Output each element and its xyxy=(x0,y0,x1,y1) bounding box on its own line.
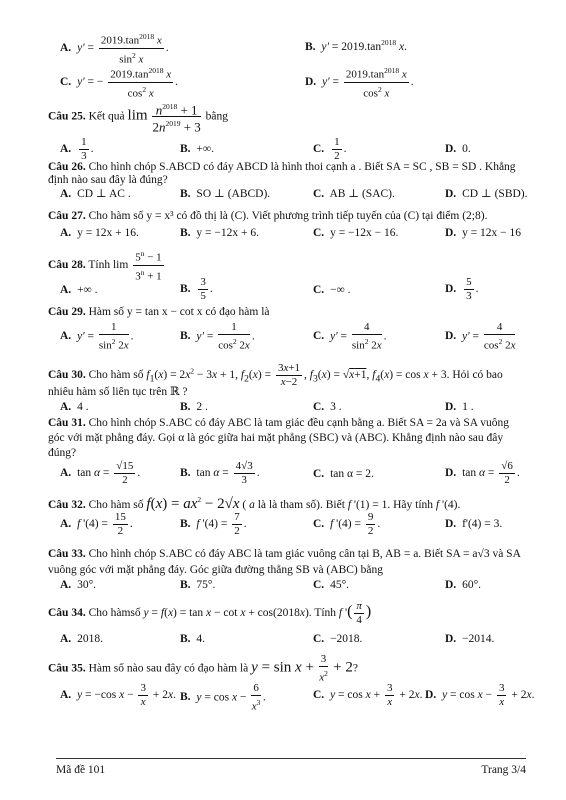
q33-option-d: D. 60°. xyxy=(445,579,482,591)
q25-option-b: B. +∞. xyxy=(180,143,214,155)
question-31: Câu 31. Cho hình chóp S.ABC có đáy ABC là tam giác đều cạnh bằng a. Biết SA = 2a và SA vuông xyxy=(48,417,510,429)
q32-option-b: B. f '(4) = $\frac{7}{2}$ . xyxy=(180,511,247,537)
q27-option-a: A. y = 12x + 16. xyxy=(60,227,139,239)
q29-option-a: A. y' = $\frac{1}{\sin^2 2x}$ . xyxy=(60,321,134,352)
q29-option-c: C. y' = $\frac{4}{\sin^2 2x}$ . xyxy=(313,321,387,352)
q30-option-d: D. 1 . xyxy=(445,401,474,413)
question-26: Câu 26. Cho hình chóp S.ABCD có đáy ABCD là hình thoi cạnh a . Biết SA = SC , SB = SD . Khẳng xyxy=(48,161,516,173)
q24-option-a: A. y' = $\frac{2019.\tan^{2018} x}{\sin^2 x}$ . xyxy=(60,32,169,66)
footer-divider xyxy=(56,758,526,759)
question-29: Câu 29. Hàm số y = tan x − cot x có đạo hàm là xyxy=(48,306,270,318)
q24-option-b: B. $y' = 2019.\tan^{2018}$ x. xyxy=(305,38,408,53)
question-33-cont: vuông góc với mặt phẳng đáy. Góc giữa đường thẳng SB và (ABC) bằng xyxy=(48,564,383,576)
q33-option-c: C. 45°. xyxy=(313,579,350,591)
exam-code: Mã đề 101 xyxy=(56,764,106,776)
q25-option-a: A. $\frac{1}{3}$ . xyxy=(60,136,94,162)
q34-option-a: A. 2018. xyxy=(60,633,103,645)
question-30: Câu 30. Cho hàm số $f_1(x) = 2x^2 - 3x + 1$, $f_2(x)$ = $\frac{3x+1}{x-2}$ , $f_3(x) = √x+1$, $f_4(x) = \cos x + 3$. Hỏi có bao xyxy=(48,362,503,388)
q31-option-c: C. tan α = 2. xyxy=(313,468,374,480)
q33-option-a: A. 30°. xyxy=(60,579,97,591)
q32-option-d: D. f'(4) = 3. xyxy=(445,518,503,530)
q32-option-c: C. f '(4) = $\frac{9}{2}$ . xyxy=(313,511,381,537)
question-31-cont: góc với mặt phẳng đáy. Gọi α là góc giữa hai mặt phẳng (SBC) và (ABC). Khẳng định nào sau đây xyxy=(48,432,504,444)
q31-option-a: A. tan α = $\frac{√15}{2}$ . xyxy=(60,460,141,486)
q35-option-d: D. y = cos x − $\frac{3}{x}$ + 2x. xyxy=(425,682,535,708)
question-32: Câu 32. Cho hàm số $f(x) = ax^2 - 2√x$ ( a là là tham số). Biết f '(1) = 1. Hãy tính f '(4). xyxy=(48,495,461,512)
q30-option-b: B. 2 . xyxy=(180,401,208,413)
q24-option-d: D. y' = $\frac{2019.\tan^{2018} x}{\cos^2 x}$ . xyxy=(305,66,414,100)
q34-option-b: B. 4. xyxy=(180,633,206,645)
q30-option-c: C. 3 . xyxy=(313,401,342,413)
question-33: Câu 33. Cho hình chóp S.ABC có đáy ABC là tam giác vuông cân tại B, AB = a. Biết SA = a√3 và SA xyxy=(48,548,521,560)
q31-option-d: D. tan α = $\frac{√6}{2}$ . xyxy=(445,460,520,486)
q28-option-b: B. $\frac{3}{5}$ . xyxy=(180,276,213,302)
question-26-cont: định nào sau đây là đúng? xyxy=(48,174,168,186)
q31-option-b: B. tan α = $\frac{4√3}{3}$ . xyxy=(180,460,260,486)
q34-option-c: C. −2018. xyxy=(313,633,363,645)
q34-option-d: D. −2014. xyxy=(445,633,495,645)
page-number: Trang 3/4 xyxy=(481,764,526,776)
q33-option-b: B. 75°. xyxy=(180,579,216,591)
q29-option-d: D. y' = $\frac{4}{\cos^2 2x}$ xyxy=(445,321,516,352)
q24-option-c: C. y' = − $\frac{2019.\tan^{2018} x}{\cos^2 x}$ . xyxy=(60,66,178,100)
q28-option-d: D. $\frac{5}{3}$ . xyxy=(445,276,479,302)
q26-option-a: A. CD ⊥ AC . xyxy=(60,188,131,200)
q25-option-c: C. $\frac{1}{2}$ . xyxy=(313,136,347,162)
question-34: Câu 34. Cho hàmsố y = f(x) = tan x − cot x + cos(2018x). Tính f '( $\frac{\pi}{4}$ ) xyxy=(48,600,372,626)
question-25: Câu 25. Kết quả lim $\frac{n^{2018} + 1}{2n^{2019} + 3}$ bằng xyxy=(48,102,229,135)
q26-option-b: B. SO ⊥ (ABCD). xyxy=(180,188,271,200)
q35-option-b: B. y = cos x − $\frac{6}{x^3}$ . xyxy=(180,682,266,713)
q25-option-d: D. 0. xyxy=(445,143,471,155)
q35-option-a: A. y = −cos x − $\frac{3}{x}$ + 2x. xyxy=(60,682,176,708)
q28-option-a: A. +∞ . xyxy=(60,284,98,296)
q27-option-b: B. y = −12x + 6. xyxy=(180,227,260,239)
q35-option-c: C. y = cos x + $\frac{3}{x}$ + 2x. xyxy=(313,682,423,708)
q28-option-c: C. −∞ . xyxy=(313,284,351,296)
question-28: Câu 28. Tính lim $\frac{5^n - 1}{3^n + 1}$ xyxy=(48,249,162,283)
question-27: Câu 27. Cho hàm số y = x³ có đồ thị là (C). Viết phương trình tiếp tuyến của (C) tại điểm (2;8). xyxy=(48,210,488,222)
q30-option-a: A. 4 . xyxy=(60,401,89,413)
q29-option-b: B. y' = $\frac{1}{\cos^2 2x}$ . xyxy=(180,321,255,352)
question-35: Câu 35. Hàm số nào sau đây có đạo hàm là y = sin x + $\frac{3}{x^2}$ + 2? xyxy=(48,653,358,684)
question-31-cont2: đúng? xyxy=(48,447,77,459)
q27-option-c: C. y = −12x − 16. xyxy=(313,227,399,239)
q32-option-a: A. f '(4) = $\frac{15}{2}$ . xyxy=(60,511,133,537)
q26-option-d: D. CD ⊥ (SBD). xyxy=(445,188,528,200)
q26-option-c: C. AB ⊥ (SAC). xyxy=(313,188,395,200)
q27-option-d: D. y = 12x − 16 xyxy=(445,227,522,239)
question-30-cont: nhiêu hàm số liên tục trên ℝ ? xyxy=(48,386,188,398)
